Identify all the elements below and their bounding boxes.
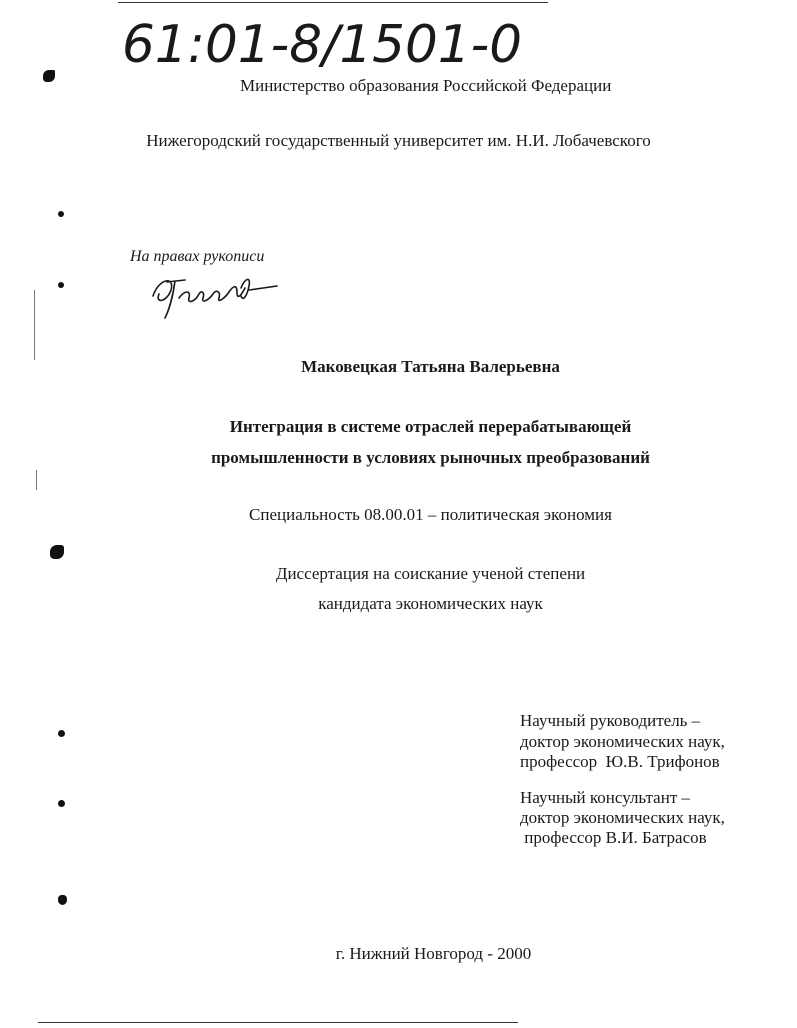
punch-mark [43,70,55,82]
ministry-line: Министерство образования Российской Федерации [240,76,612,95]
scan-left-edge [34,290,35,360]
supervisor-name: профессор Ю.В. Трифонов [520,752,720,771]
manuscript-note: На правах рукописи [130,248,265,265]
author-signature [145,268,285,320]
degree-line-2: кандидата экономических наук [318,594,543,613]
consultant-role: Научный консультант – [520,788,690,807]
degree-line-1: Диссертация на соискание ученой степени [275,564,586,583]
punch-mark [50,545,64,559]
archive-code: 61:01-8/1501-0 [122,15,522,75]
author-name: Маковецкая Татьяна Валерьевна [301,357,560,376]
city-year: г. Нижний Новгород - 2000 [335,944,532,963]
punch-mark [58,800,65,807]
scan-top-edge [118,2,548,3]
supervisor-degree: доктор экономических наук, [520,732,725,751]
punch-mark [58,895,67,905]
consultant-degree: доктор экономических наук, [520,808,725,827]
specialty-line: Специальность 08.00.01 – политическая экономия [249,505,612,524]
supervisor-role: Научный руководитель – [520,711,701,730]
dissertation-title-line-1: Интеграция в системе отраслей перерабатывающей [229,417,632,436]
punch-mark [58,730,65,737]
university-line: Нижегородский государственный университет им. Н.И. Лобачевского [146,131,651,150]
scan-left-edge-2 [36,470,37,490]
consultant-name: профессор В.И. Батрасов [520,828,707,847]
scan-bottom-edge [38,1022,518,1023]
dissertation-title-line-2: промышленности в условиях рыночных преобразований [211,448,650,467]
punch-mark [58,211,64,217]
archive-code-handwriting [118,6,538,76]
punch-mark [58,282,64,288]
